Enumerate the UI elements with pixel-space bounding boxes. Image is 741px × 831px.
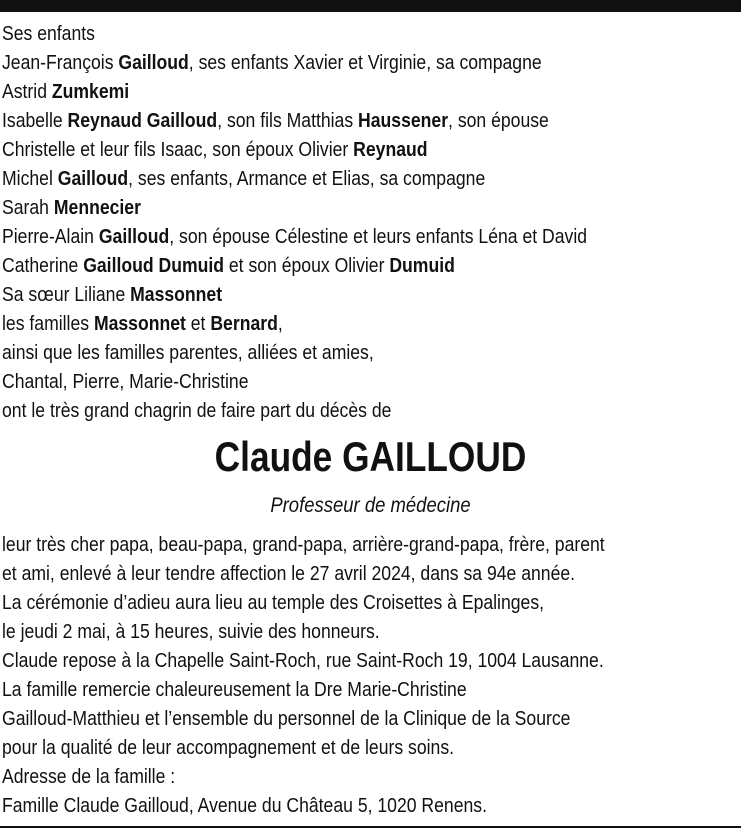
text-segment: , son épouse Célestine et leurs enfants Léna et David	[169, 226, 588, 248]
family-surname: Bernard	[210, 313, 278, 335]
detail-line	[2, 792, 651, 821]
text-segment: Pierre-Alain	[2, 226, 99, 248]
family-line	[2, 310, 651, 339]
notice-details	[2, 531, 739, 821]
family-surname: Gailloud	[98, 226, 170, 248]
family-surname: Reynaud Gailloud	[67, 110, 218, 132]
detail-line	[2, 531, 651, 560]
family-line	[2, 165, 651, 194]
family-line	[2, 368, 651, 397]
detail-line	[2, 763, 651, 792]
text-segment: La cérémonie d’adieu aura lieu au temple des Croisettes à Epalinges,	[2, 592, 545, 614]
detail-line	[2, 618, 651, 647]
family-surname: Massonnet	[130, 284, 223, 306]
text-segment: Sa sœur Liliane	[2, 284, 131, 306]
text-segment: La famille remercie chaleureusement la Dre Marie-Christine	[2, 679, 467, 701]
family-line	[2, 339, 651, 368]
text-segment: le jeudi 2 mai, à 15 heures, suivie des honneurs.	[2, 621, 380, 643]
text-segment: , son épouse	[448, 110, 549, 132]
text-segment: ,	[277, 313, 283, 335]
text-segment: et son époux Olivier	[224, 255, 390, 277]
text-segment: les familles	[2, 313, 94, 335]
family-line	[2, 107, 651, 136]
family-line	[2, 78, 651, 107]
text-segment: Chantal, Pierre, Marie-Christine	[2, 371, 249, 393]
detail-line	[2, 676, 651, 705]
family-line	[2, 223, 651, 252]
top-border-rule	[0, 0, 741, 12]
text-segment: ainsi que les familles parentes, alliées et amies,	[2, 342, 374, 364]
family-line	[2, 397, 651, 426]
text-segment: Gailloud-Matthieu et l’ensemble du personnel de la Clinique de la Source	[2, 708, 571, 730]
deceased-name: Claude GAILLOUD	[214, 433, 527, 480]
text-segment: et	[185, 313, 211, 335]
text-segment: et ami, enlevé à leur tendre affection le 27 avril 2024, dans sa 94e année.	[2, 563, 576, 585]
family-line	[2, 252, 651, 281]
text-segment: Astrid	[2, 81, 52, 103]
text-segment: Famille Claude Gailloud, Avenue du Château 5, 1020 Renens.	[2, 795, 487, 817]
text-segment: Adresse de la famille :	[2, 766, 176, 788]
text-segment: Isabelle	[2, 110, 68, 132]
text-segment: leur très cher papa, beau-papa, grand-papa, arrière-grand-papa, frère, parent	[2, 534, 605, 556]
text-segment: , son fils Matthias	[217, 110, 359, 132]
text-segment: pour la qualité de leur accompagnement et de leurs soins.	[2, 737, 455, 759]
family-line	[2, 136, 651, 165]
text-segment: Michel	[2, 168, 58, 190]
detail-line	[2, 647, 651, 676]
families-list	[2, 20, 739, 426]
text-segment: , ses enfants, Armance et Elias, sa compagne	[128, 168, 486, 190]
family-line	[2, 49, 651, 78]
family-surname: Gailloud	[57, 168, 129, 190]
deceased-title: Professeur de médecine	[270, 494, 471, 517]
family-surname: Dumuid	[389, 255, 455, 277]
text-segment: ont le très grand chagrin de faire part du décès de	[2, 400, 392, 422]
family-surname: Gailloud	[118, 52, 189, 74]
family-line	[2, 281, 651, 310]
family-surname: Massonnet	[93, 313, 186, 335]
family-surname: Zumkemi	[51, 81, 130, 103]
detail-line	[2, 705, 651, 734]
detail-line	[2, 560, 651, 589]
family-line	[2, 194, 651, 223]
family-surname: Haussener	[358, 110, 449, 132]
text-segment: Jean-François	[2, 52, 119, 74]
family-surname: Gailloud Dumuid	[83, 255, 225, 277]
bottom-border-rule	[0, 826, 741, 828]
detail-line	[2, 734, 651, 763]
text-segment: Sarah	[2, 197, 54, 219]
text-segment: Ses enfants	[2, 23, 95, 45]
text-segment: Claude repose à la Chapelle Saint-Roch, rue Saint-Roch 19, 1004 Lausanne.	[2, 650, 604, 672]
text-segment: , ses enfants Xavier et Virginie, sa compagne	[188, 52, 542, 74]
family-surname: Mennecier	[53, 197, 141, 219]
family-line	[2, 20, 651, 49]
text-segment: Catherine	[2, 255, 84, 277]
detail-line	[2, 589, 651, 618]
text-segment: Christelle et leur fils Isaac, son époux Olivier	[2, 139, 354, 161]
family-surname: Reynaud	[353, 139, 428, 161]
